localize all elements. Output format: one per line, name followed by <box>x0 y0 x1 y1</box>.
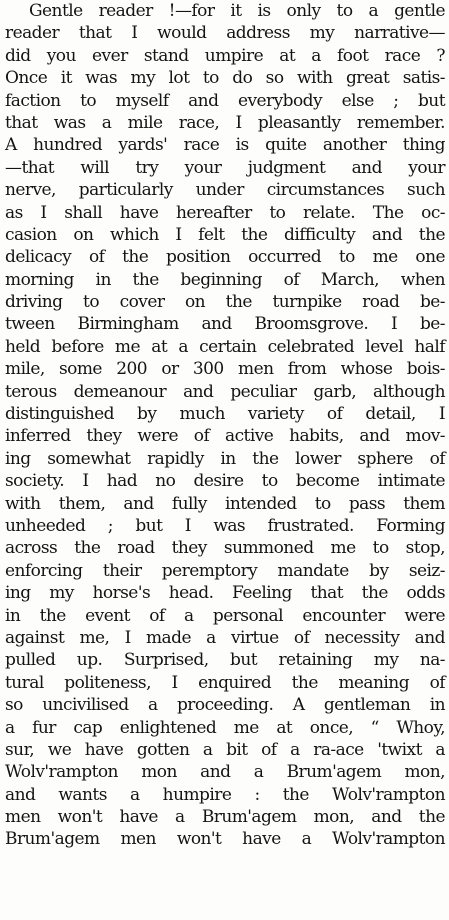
text-line: in the event of a personal encounter were <box>5 605 445 626</box>
article-column <box>5 0 445 851</box>
text-line: reader that I would address my narrative— <box>5 23 445 44</box>
text-line: so uncivilised a proceeding. A gentleman in <box>5 695 445 716</box>
text-line: with them, and fully intended to pass them <box>5 493 445 514</box>
text-line: Wolv'rampton mon and a Brum'agem mon, <box>5 762 445 783</box>
text-line: did you ever stand umpire at a foot race ? <box>5 45 445 66</box>
text-line: Gentle reader !—for it is only to a gentle <box>29 1 445 21</box>
text-line: pulled up. Surprised, but retaining my na- <box>5 650 445 671</box>
text-line: and wants a humpire : the Wolv'rampton <box>5 784 445 805</box>
text-line: society. I had no desire to become intimate <box>5 471 445 492</box>
text-line: mile, some 200 or 300 men from whose bois- <box>5 359 445 380</box>
text-line: distinguished by much variety of detail, I <box>5 404 445 425</box>
text-line: Once it was my lot to do so with great satis- <box>5 68 445 89</box>
text-line: as I shall have hereafter to relate. The oc- <box>5 202 445 223</box>
text-line: tural politeness, I enquired the meaning of <box>5 672 445 693</box>
text-line: nerve, particularly under circumstances such <box>5 180 445 201</box>
text-line: held before me at a certain celebrated level half <box>5 336 445 357</box>
text-line: delicacy of the position occurred to me one <box>5 247 445 268</box>
text-line: against me, I made a virtue of necessity and <box>5 627 445 648</box>
text-line: across the road they summoned me to stop, <box>5 538 445 559</box>
text-line: Brum'agem men won't have a Wolv'rampton <box>5 829 445 850</box>
text-line: men won't have a Brum'agem mon, and the <box>5 807 445 828</box>
text-line: tween Birmingham and Broomsgrove. I be- <box>5 314 445 335</box>
text-line: A hundred yards' race is quite another thing <box>5 135 445 156</box>
text-line: casion on which I felt the difficulty and the <box>5 224 445 245</box>
text-line: terous demeanour and peculiar garb, although <box>5 381 445 402</box>
text-line: enforcing their peremptory mandate by seiz- <box>5 560 445 581</box>
text-line: a fur cap enlightened me at once, “ Whoy, <box>5 717 445 738</box>
text-line: morning in the beginning of March, when <box>5 269 445 290</box>
text-line: sur, we have gotten a bit of a ra-ace 'twixt a <box>5 739 445 760</box>
text-line: that was a mile race, I pleasantly remember. <box>5 112 445 133</box>
text-line: faction to myself and everybody else ; but <box>5 90 445 111</box>
text-line: —that will try your judgment and your <box>5 157 445 178</box>
text-line: ing my horse's head. Feeling that the odds <box>5 583 445 604</box>
text-line: unheeded ; but I was frustrated. Forming <box>5 515 445 536</box>
text-line: ing somewhat rapidly in the lower sphere of <box>5 448 445 469</box>
text-line: driving to cover on the turnpike road be- <box>5 292 445 313</box>
text-line: inferred they were of active habits, and mov- <box>5 426 445 447</box>
